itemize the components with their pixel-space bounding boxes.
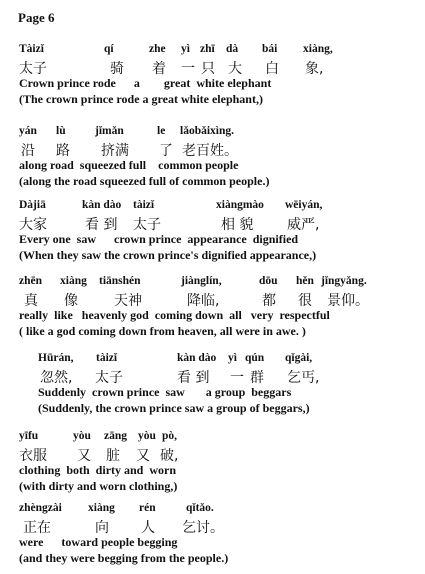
pinyin-word: qí xyxy=(104,43,114,55)
chinese-word: 威严, xyxy=(287,217,320,233)
translation: (When they saw the crown prince's dignified appearance,) xyxy=(19,248,317,262)
chinese-word: 看 到 xyxy=(85,217,118,233)
translation: (with dirty and worn clothing,) xyxy=(19,479,178,493)
english-gloss: were toward people begging xyxy=(19,535,178,549)
pinyin-word: jiànglín, xyxy=(181,275,222,287)
chinese-word: 只 xyxy=(201,61,215,77)
chinese-word: 路 xyxy=(56,143,70,159)
chinese-word: 乞丐, xyxy=(287,370,320,386)
english-gloss: Every one saw crown prince appearance dignified xyxy=(19,232,299,246)
pinyin-line xyxy=(0,275,425,290)
pinyin-word: lǎobǎixìng. xyxy=(180,125,235,137)
chinese-word: 天神 xyxy=(114,293,142,309)
chinese-word: 了 xyxy=(159,143,173,159)
chinese-line xyxy=(0,517,425,535)
chinese-word: 衣服 xyxy=(19,448,47,464)
pinyin-word: xiàng xyxy=(60,275,87,287)
pinyin-word: yì xyxy=(228,352,237,364)
stanza-7 xyxy=(0,502,425,567)
pinyin-word: Dàjiā xyxy=(19,199,46,211)
chinese-word: 群 xyxy=(250,370,264,386)
pinyin-word: jǐmǎn xyxy=(95,125,124,137)
pinyin-word: zhī xyxy=(200,43,215,55)
pinyin-word: tàizǐ xyxy=(133,199,155,211)
pinyin-word: kàn dào xyxy=(82,199,122,211)
chinese-word: 正在 xyxy=(23,520,51,536)
pinyin-line xyxy=(0,43,425,58)
pinyin-line xyxy=(0,199,425,214)
stanza-6 xyxy=(0,430,425,495)
pinyin-line xyxy=(0,430,425,445)
chinese-word: 乞讨。 xyxy=(182,520,224,536)
english-gloss: Suddenly crown prince saw a group beggars xyxy=(38,385,292,399)
pinyin-word: wēiyán, xyxy=(285,199,323,211)
pinyin-word: yì xyxy=(181,43,190,55)
chinese-word: 一 xyxy=(230,370,244,386)
chinese-line xyxy=(0,140,425,158)
chinese-word: 降临, xyxy=(187,293,220,309)
chinese-word: 大 xyxy=(228,61,242,77)
english-gloss: really like heavenly god coming down all very respectful xyxy=(19,308,330,322)
chinese-word: 看 到 xyxy=(177,370,210,386)
chinese-word: 象, xyxy=(305,61,324,77)
translation: (along the road squeezed full of common people.) xyxy=(19,174,270,188)
pinyin-word: kàn dào xyxy=(177,352,217,364)
stanza-5 xyxy=(0,352,425,417)
chinese-word: 人 xyxy=(141,520,155,536)
chinese-word: 真 xyxy=(24,293,38,309)
chinese-word: 景仰。 xyxy=(327,293,369,309)
pinyin-word: yīfu xyxy=(19,430,39,442)
chinese-line xyxy=(0,290,425,308)
pinyin-word: Tàizǐ xyxy=(19,43,44,55)
pinyin-word: qǐtǎo. xyxy=(186,502,214,514)
pinyin-word: zāng xyxy=(104,430,127,442)
translation: (and they were begging from the people.) xyxy=(19,551,229,565)
pinyin-word: yòu xyxy=(73,430,91,442)
chinese-word: 破, xyxy=(160,448,179,464)
chinese-word: 又 xyxy=(136,448,150,464)
translation: ( like a god coming down from heaven, all were in awe. ) xyxy=(19,324,306,338)
chinese-line xyxy=(0,58,425,76)
stanza-2 xyxy=(0,125,425,190)
pinyin-word: dà xyxy=(226,43,239,55)
chinese-word: 大家 xyxy=(19,217,47,233)
pinyin-word: le xyxy=(157,125,166,137)
chinese-word: 太子 xyxy=(133,217,161,233)
pinyin-word: xiàng, xyxy=(303,43,333,55)
chinese-word: 沿 xyxy=(21,143,35,159)
pinyin-word: qún xyxy=(245,352,265,364)
pinyin-word: Hūrán, xyxy=(38,352,74,364)
chinese-word: 太子 xyxy=(19,61,47,77)
stanza-1 xyxy=(0,43,425,108)
pinyin-line xyxy=(0,352,425,367)
pinyin-line xyxy=(0,502,425,517)
chinese-word: 忽然, xyxy=(40,370,73,386)
pinyin-word: yòu xyxy=(138,430,156,442)
pinyin-word: hěn xyxy=(296,275,314,287)
pinyin-word: jǐngyǎng. xyxy=(321,275,367,287)
chinese-word: 着 xyxy=(152,61,166,77)
pinyin-word: zhēn xyxy=(19,275,42,287)
chinese-word: 很 xyxy=(298,293,312,309)
chinese-word: 太子 xyxy=(95,370,123,386)
chinese-line xyxy=(0,367,425,385)
pinyin-word: bái xyxy=(262,43,278,55)
pinyin-word: qǐgài, xyxy=(285,352,313,364)
pinyin-word: dōu xyxy=(259,275,278,287)
chinese-word: 相 貌 xyxy=(221,217,254,233)
pinyin-word: yán xyxy=(19,125,37,137)
pinyin-word: tàizǐ xyxy=(96,352,118,364)
pinyin-word: lù xyxy=(56,125,66,137)
page-number: Page 6 xyxy=(18,10,55,25)
pinyin-word: zhe xyxy=(149,43,166,55)
chinese-word: 脏 xyxy=(106,448,120,464)
chinese-word: 像 xyxy=(64,293,78,309)
chinese-line xyxy=(0,445,425,463)
pinyin-word: rén xyxy=(139,502,156,514)
pinyin-word: pò, xyxy=(162,430,178,442)
chinese-word: 向 xyxy=(95,520,109,536)
english-gloss: along road squeezed full common people xyxy=(19,158,239,172)
pinyin-line xyxy=(0,125,425,140)
chinese-word: 都 xyxy=(262,293,276,309)
pinyin-word: zhèngzài xyxy=(19,502,62,514)
pinyin-word: xiàngmào xyxy=(216,199,264,211)
english-gloss: clothing both dirty and worn xyxy=(19,463,177,477)
chinese-line xyxy=(0,214,425,232)
chinese-word: 骑 xyxy=(110,61,124,77)
translation: (Suddenly, the crown prince saw a group of beggars,) xyxy=(38,401,310,415)
chinese-word: 又 xyxy=(77,448,91,464)
chinese-word: 白 xyxy=(265,61,279,77)
english-gloss: Crown prince rode a great white elephant xyxy=(19,76,272,90)
chinese-word: 挤满 xyxy=(101,143,129,159)
stanza-3 xyxy=(0,199,425,264)
pinyin-word: xiàng xyxy=(88,502,115,514)
pinyin-word: tiānshén xyxy=(99,275,141,287)
translation: (The crown prince rode a great white elephant,) xyxy=(19,92,263,106)
stanza-4 xyxy=(0,275,425,340)
chinese-word: 老百姓。 xyxy=(182,143,238,159)
chinese-word: 一 xyxy=(181,61,195,77)
